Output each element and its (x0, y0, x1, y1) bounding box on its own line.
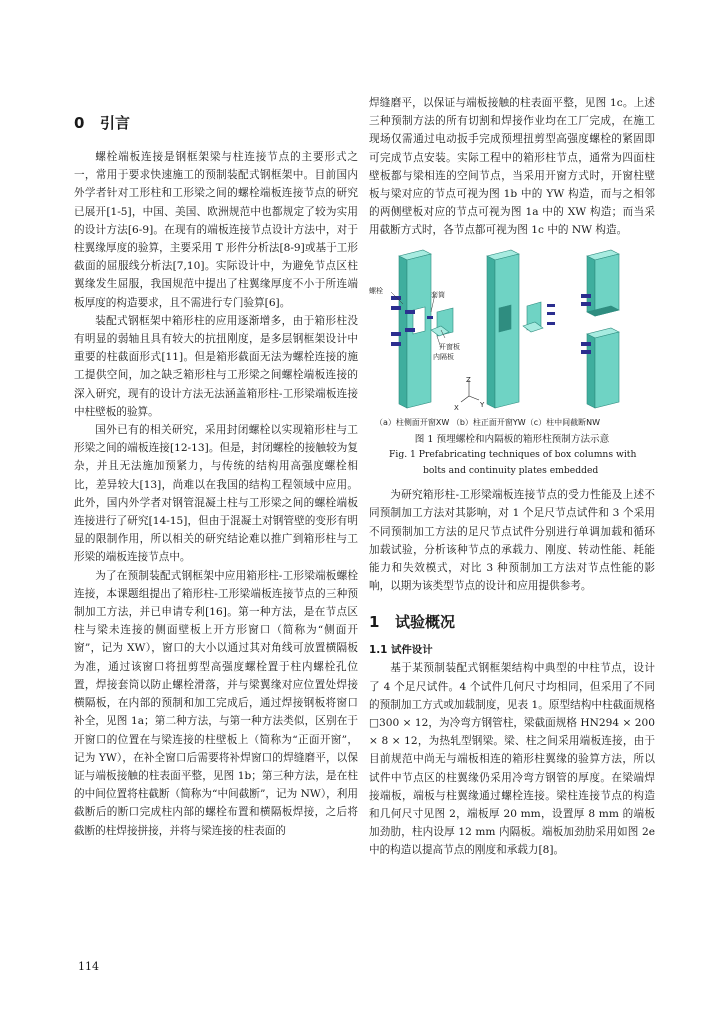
section-heading-overview (369, 611, 655, 633)
figure-caption-en-line2: bolts and continuity plates embedded (423, 464, 599, 476)
section-title: 引言 (100, 114, 131, 132)
paragraph: 焊缝磨平，以保证与端板接触的柱表面平整，见图 1c。上述三种预制方法的所有切割和焊接作业均在工厂完成，在施工现场仅需通过电动扳手完成预埋扭剪型高强度螺栓的紧固即可完成节点安装。实际工程中的箱形柱节点，通常为四面柱壁板都与梁相连的空间节点，当采用开窗方式时，开窗柱壁板与梁对应的节点可视为图 1b 中的 YW 构造，而与之相邻的两侧壁板对应的节点可视为图 1a 中的 XW 构造；而当采用截断方式时，各节点都可视为图 1c 中的 NW 构造。 (369, 97, 655, 237)
left-column (74, 112, 358, 840)
paragraph: 基于某预制装配式钢框架结构中典型的中柱节点，设计了 4 个足尺试件。4 个试件几何尺寸均相同，但采用了不同的预制加工方式或加载制度，见表 1。原型结构中柱截面规格□300 × 12，为冷弯方钢管柱，梁截面规格 HN294 × 200 × 8 × 12，为热轧型钢梁。梁、柱之间采用端板连接，由于目前规范中尚无与端板相连的箱形柱翼缘的验算方法，所以试件中节点区的柱翼缘仍采用冷弯方钢管的厚度。在梁端焊接端板，端板与柱翼缘通过螺栓连接。梁柱连接节点的构造和几何尺寸见图 2，端板厚 20 mm，设置厚 8 mm 的端板加劲肋，柱内设厚 12 mm 内隔板。端板加劲肋采用如图 2e 中的构造以提高节点的刚度和承载力[8]。 (369, 662, 655, 857)
section-title: 试验概况 (395, 613, 456, 632)
axis-z-label: Z (466, 375, 471, 384)
column-c (581, 250, 619, 408)
label-sleeve: 套筒 (431, 290, 445, 299)
subsection-heading: 1.1 试件设计 (369, 644, 433, 657)
paragraph: 为研究箱形柱-工形梁端板连接节点的受力性能及上述不同预制加工方法对其影响，对 1 个足尺节点试件和 3 个采用不同预制加工方法的足尺节点试件分别进行单调加载和循环加载试验，分析该种节点的承载力、刚度、转动性能、耗能能力和失效模式，对比 3 种预制加工方法对节点性能的影响，以期为该类型节点的设计和应用提供参考。 (369, 489, 655, 593)
figure-1 (369, 246, 655, 430)
page-number: 114 (78, 960, 99, 973)
label-window-plate: 开窗板 (439, 342, 460, 351)
column-a (391, 250, 431, 408)
paragraph: 国外已有的相关研究，采用封闭螺栓以实现箱形柱与工形梁之间的端板连接[12-13]。但是，封闭螺栓的接触较为复杂，并且无法施加预紧力，与传统的结构用高强度螺栓相比，差异较大[13]，尚难以在我国的结构工程领域中应用。此外，国内外学者对钢管混凝土柱与工形梁之间的螺栓端板连接进行了研究[14-15]，但由于混凝土对钢管壁的变形有明显的限制作用，所以相关的研究结论难以推广到箱形柱与工形梁的端板连接节点中。 (74, 424, 358, 564)
paragraph: 为了在预制装配式钢框架中应用箱形柱-工形梁端板螺栓连接，本课题组提出了箱形柱-工形梁端板连接节点的三种预制加工方法，并已申请专利[16]。第一种方法，是在节点区柱与梁未连接的侧面壁板上开方形窗口（简称为“侧面开窗”，记为 XW），窗口的大小以通过其对角线可放置横隔板为准，通过该窗口将扭剪型高强度螺栓置于柱内螺栓孔位置，焊接套筒以防止螺栓滑落，并与梁翼缘对应位置处焊接横隔板，在内部的预制和加工完成后，通过焊接钢板将窗口补全，见图 1a；第二种方法，与第一种方法类似，区别在于开窗口的位置在与梁连接的柱壁板上（简称为“正面开窗”，记为 YW），在补全窗口后需要将补焊窗口的焊缝磨平，以保证与端板接触的柱表面平整，见图 1b；第三种方法，是在柱的中间位置将柱截断（简称为“中间截断”，记为 NW），利用截断后的断口完成柱内部的螺栓布置和横隔板焊接，之后将截断的柱焊接拼接，并将与梁连接的柱表面的 (74, 569, 358, 837)
label-diaphragm: 内隔板 (433, 352, 454, 361)
section-number: 0 (74, 114, 85, 132)
axis-y-label: Y (480, 400, 485, 409)
figure-caption-cn: 图 1 预埋螺栓和内隔板的箱形柱预制方法示意 (414, 433, 610, 445)
section-heading-intro (74, 112, 358, 134)
paragraph: 螺栓端板连接是钢框架梁与柱连接节点的主要形式之一，常用于要求快速施工的预制装配式钢框架中。目前国内外学者针对工形柱和工形梁之间的螺栓端板连接节点的研究已展开[1-5]，中国、美国、欧洲规范中也都规定了较为实用的设计方法[6-9]。在现有的端板连接节点设计方法中，对于柱翼缘厚度的验算，主要采用 T 形件分析法[8-9]或基于工形截面的屈服线分析法[7,10]。实际设计中，为避免节点区柱翼缘发生屈服，我国规范中提出了柱翼缘厚度不小于所连端板厚度的构造要求，且不需进行专门验算[6]。 (74, 151, 358, 309)
section-number: 1 (369, 613, 380, 632)
axis-x-label: X (454, 403, 459, 412)
right-column (369, 94, 655, 860)
figure-subcaptions: （a）柱侧面开窗XW （b）柱正面开窗YW（c）柱中间截断NW (375, 417, 601, 427)
label-bolt: 螺栓 (369, 286, 383, 295)
figure-1-drawing (369, 246, 655, 430)
figure-caption-en (369, 447, 655, 478)
column-b (487, 250, 519, 408)
paragraph: 装配式钢框架中箱形柱的应用逐渐增多，由于箱形柱没有明显的弱轴且具有较大的抗扭刚度，是多层钢框架设计中重要的柱截面形式[11]。但是箱形截面无法为螺栓连接的施工提供空间，加之缺乏箱形柱与工形梁之间螺栓端板连接的深入研究，现有的设计方法无法涵盖箱形柱-工形梁端板连接中柱壁板的验算。 (74, 314, 358, 418)
figure-caption-en-line1: Fig. 1 Prefabricating techniques of box columns with (389, 449, 637, 461)
